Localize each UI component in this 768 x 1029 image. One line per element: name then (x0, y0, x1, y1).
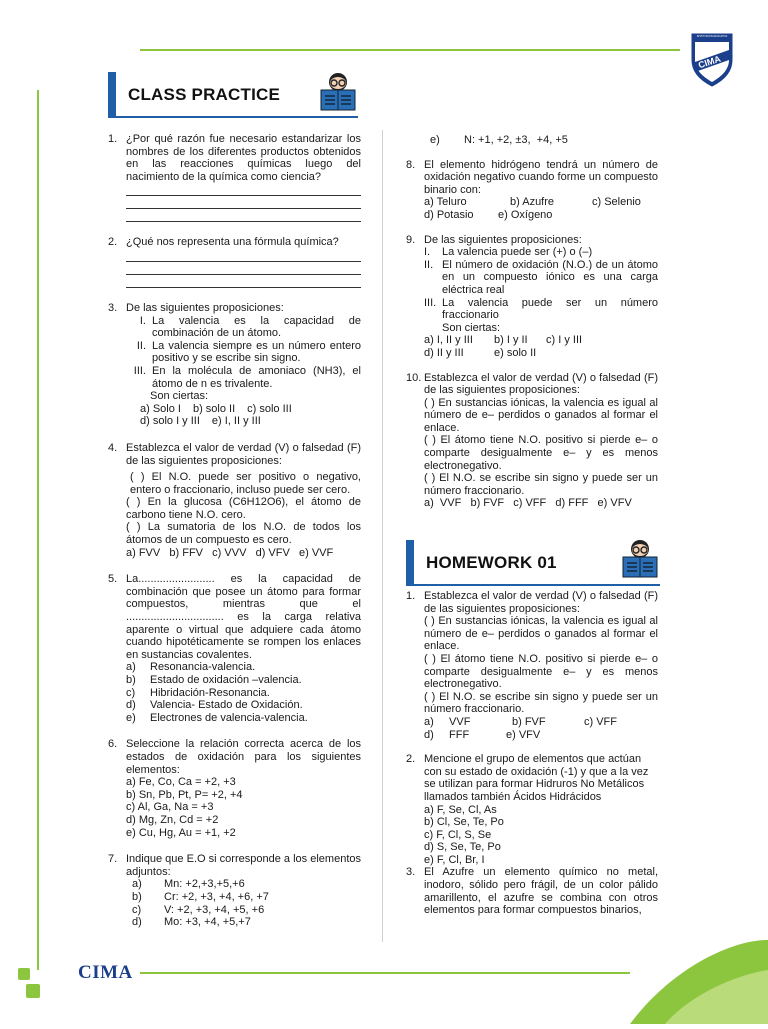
option-e[interactable]: e) F, Cl, Br, I (424, 853, 485, 866)
option-d[interactable]: d) II y III (424, 346, 464, 359)
question-number: 5. (108, 573, 118, 586)
proposition-text: ( ) En la glucosa (C6H12O6), el átomo de carbono tiene N.O. cero. (126, 496, 361, 521)
question-ask: Son ciertas: (442, 321, 501, 334)
option-c[interactable]: c) I y III (546, 334, 583, 347)
answer-line[interactable] (126, 263, 361, 275)
homework-column (406, 590, 658, 927)
option-e[interactable]: e) I, II y III (211, 415, 261, 428)
question-text: ¿Por qué razón fue necesario estandarizar los nombres de los diferentes productos obtenidos en las reacciones químicas luego del nacimiento de la química como ciencia? (126, 133, 361, 183)
proposition-text: ( ) La sumatoria de los N.O. de todos los átomos de un compuesto es cero. (126, 521, 361, 547)
question-text: Seleccione la relación correcta acerca de los estados de oxidación para los siguientes elementos: (126, 738, 361, 776)
question-text: Establezca el valor de verdad (V) o falsedad (F) de las siguientes proposiciones: (126, 441, 361, 467)
proposition-text: El número de oxidación (N.O.) de un átomo en un compuesto iónico es una carga eléctrica real (442, 258, 658, 296)
proposition-text: La valencia siempre es un número entero positivo y se escribe sin signo. (152, 339, 361, 365)
option-letter: d) (132, 916, 142, 929)
roman-numeral: II. (136, 339, 146, 352)
option-a[interactable]: a) VVF (424, 715, 471, 728)
homework-question-2 (406, 753, 658, 866)
option-e[interactable]: e) Oxígeno (498, 208, 553, 221)
option-letter: e) (430, 134, 440, 146)
title-accent-bar (406, 540, 414, 586)
option-d[interactable]: Mo: +3, +4, +5,+7 (164, 916, 251, 929)
option-b[interactable]: b) Sn, Pb, Pt, P= +2, +4 (126, 788, 243, 801)
option-d[interactable]: d) Mg, Zn, Cd = +2 (126, 813, 219, 826)
option-d[interactable]: d) solo I y III (140, 415, 200, 428)
option-e[interactable]: e) solo II (494, 346, 537, 359)
question-3 (108, 302, 361, 428)
question-number: 10. (406, 371, 422, 384)
option-c[interactable]: V: +2, +3, +4, +5, +6 (164, 903, 265, 916)
question-text: Establezca el valor de verdad (V) o falsedad (F) de las siguientes proposiciones: (424, 590, 658, 615)
question-number: 8. (406, 158, 416, 171)
proposition-text: ( ) El átomo tiene N.O. positivo si pierde e– o comparte desigualmente e– y es menos electronegativo. (424, 434, 658, 472)
class-practice-header (108, 72, 280, 118)
option-letter: a) (132, 878, 142, 891)
question-number: 2. (108, 236, 118, 249)
homework-title: HOMEWORK 01 (426, 553, 557, 572)
option-letter: a) (126, 661, 136, 674)
proposition-text: ( ) El N.O. puede ser positivo o negativo, entero o fraccionario, incluso puede ser cero. (130, 471, 361, 496)
option-letter: b) (132, 890, 142, 903)
option-b[interactable]: b) solo II (192, 402, 236, 415)
option-b[interactable]: b) Cl, Se, Te, Po (424, 816, 504, 829)
option-letter: c) (126, 686, 136, 699)
option-e[interactable]: Electrones de valencia-valencia. (150, 711, 308, 724)
option-c[interactable]: c) F, Cl, S, Se (424, 828, 492, 841)
question-6 (108, 738, 361, 839)
cima-shield-logo (688, 30, 736, 88)
option-b[interactable]: Cr: +2, +3, +4, +6, +7 (164, 890, 269, 903)
option-e[interactable]: e) Cu, Hg, Au = +1, +2 (126, 826, 236, 839)
question-2 (108, 236, 361, 288)
top-green-line (140, 49, 680, 51)
question-9 (406, 234, 658, 360)
option-e[interactable]: N: +1, +2, ±3, +4, +5 (464, 134, 568, 146)
option-c[interactable]: c) Al, Ga, Na = +3 (126, 801, 214, 814)
option-a[interactable]: a) Solo I (140, 402, 181, 415)
bottom-left-green-squares (18, 968, 48, 1013)
proposition-text: ( ) En sustancias iónicas, la valencia es igual al número de e– perdidos o ganados al formar el enlace. (424, 615, 658, 653)
question-text: Establezca el valor de verdad (V) o falsedad (F) de las siguientes proposiciones: (424, 371, 658, 397)
question-text: ¿Qué nos representa una fórmula química? (126, 236, 339, 249)
proposition-text: ( ) El N.O. se escribe sin signo y puede ser un número fraccionario. (424, 472, 658, 497)
option-d[interactable]: Valencia- Estado de Oxidación. (150, 699, 303, 712)
option-d[interactable]: d) S, Se, Te, Po (424, 841, 501, 854)
homework-underline (414, 584, 660, 586)
option-d[interactable]: d) FFF (424, 728, 470, 741)
question-number: 7. (108, 853, 118, 866)
roman-numeral: III. (133, 364, 146, 377)
column-divider (382, 130, 383, 942)
option-a[interactable]: a) F, Se, Cl, As (424, 803, 497, 816)
proposition-text: La valencia puede ser (+) o (–) (442, 246, 593, 259)
bottom-green-line (140, 972, 630, 974)
question-number: 2. (406, 753, 416, 766)
question-7 (108, 853, 361, 929)
question-text: El elemento hidrógeno tendrá un número de oxidación negativo cuando forme un compuesto binario con: (424, 158, 658, 196)
answer-options[interactable]: a) VVF b) FVF c) VFF d) FFF e) VFV (424, 497, 632, 510)
question-text: La......................... es la capacidad de combinación que posee un átomo para formar compuestos, mientras que el ................................ es la carga relativa aparente o virtual que adquiere cada átomo cuando hipotéticamente se rompen los enlaces en sustancias covalentes. (126, 573, 361, 661)
question-5 (108, 573, 361, 724)
option-letter: b) (126, 674, 136, 686)
class-practice-title: CLASS PRACTICE (128, 85, 281, 104)
option-b[interactable]: b) FVF (512, 715, 546, 728)
question-text: El Azufre un elemento químico no metal, inodoro, sólido pero frágil, de un color pálido amarillento, el azufre se combina con otros elementos para formar compuestos binarios, (424, 866, 658, 917)
option-a[interactable]: a) Fe, Co, Ca = +2, +3 (126, 776, 236, 789)
question-number: 6. (108, 738, 118, 751)
logo-text: CIMA (697, 53, 722, 71)
question-text: De las siguientes proposiciones: (126, 301, 284, 314)
option-a[interactable]: a) I, II y III (424, 334, 473, 347)
option-c[interactable]: c) VFF (584, 715, 617, 728)
proposition-text: ( ) El átomo tiene N.O. positivo si pierde e– o comparte desigualmente e– y es menos electronegativo. (424, 652, 658, 691)
option-e[interactable]: e) VFV (506, 728, 541, 741)
homework-question-3 (406, 866, 658, 916)
option-letter: d) (126, 699, 136, 712)
option-b[interactable]: b) I y II (494, 334, 528, 347)
proposition-text: La valencia puede ser un número fraccionario (442, 296, 658, 322)
question-7-option-e (406, 134, 658, 147)
option-a[interactable]: Mn: +2,+3,+5,+6 (164, 878, 245, 891)
answer-line[interactable] (126, 184, 361, 196)
roman-numeral: I. (139, 314, 146, 327)
question-number: 9. (406, 233, 416, 246)
option-a[interactable]: Resonancia-valencia. (150, 661, 256, 674)
proposition-text: En la molécula de amoniaco (NH3), el átomo de n es trivalente. (152, 364, 361, 390)
proposition-text: ( ) En sustancias iónicas, la valencia es igual al número de e– perdidos o ganados al formar el enlace. (424, 396, 658, 434)
roman-numeral: I. (424, 246, 431, 259)
question-text: Indique que E.O si corresponde a los elementos adjuntos: (126, 853, 361, 878)
proposition-text: ( ) El N.O. se escribe sin signo y puede ser un número fraccionario. (424, 690, 658, 716)
question-number: 1. (108, 133, 118, 145)
homework-header (406, 540, 557, 586)
answer-line[interactable] (126, 197, 361, 209)
question-number: 3. (108, 301, 118, 314)
answer-line[interactable] (126, 210, 361, 222)
logo-small-text: INSTITUCIÓN EDUCATIVA (696, 35, 728, 38)
title-accent-bar (108, 72, 116, 118)
footer-logo: CIMA (78, 962, 133, 983)
reading-student-icon (318, 70, 358, 117)
homework-question-1 (406, 590, 658, 741)
question-text: Mencione el grupo de elementos que actúan con su estado de oxidación (-1) y que a la vez se utilizan para formar Hidruros No Metálicos llamados también Ácidos Hidrácidos (424, 753, 649, 803)
question-number: 4. (108, 441, 118, 454)
left-column (108, 133, 361, 939)
option-d[interactable]: d) Potasio (424, 208, 474, 221)
reading-student-icon (620, 537, 660, 584)
question-text: De las siguientes proposiciones: (424, 233, 582, 246)
option-c[interactable]: c) solo III (247, 402, 292, 415)
left-green-line (37, 90, 39, 970)
roman-numeral: II. (424, 258, 434, 271)
question-number: 3. (406, 866, 416, 879)
question-number: 1. (406, 590, 416, 602)
answer-line[interactable] (126, 276, 361, 288)
proposition-text: La valencia es la capacidad de combinación de un átomo. (152, 314, 361, 340)
option-letter: e) (126, 711, 136, 724)
roman-numeral: III. (424, 296, 437, 309)
option-letter: c) (132, 903, 142, 916)
option-b[interactable]: b) Azufre (510, 196, 555, 209)
option-a[interactable]: a) Teluro (424, 196, 467, 209)
question-ask: Son ciertas: (150, 390, 209, 403)
option-c[interactable]: Hibridación-Resonancia. (150, 686, 270, 699)
question-8 (406, 159, 658, 222)
question-1 (108, 133, 361, 222)
option-b[interactable]: Estado de oxidación –valencia. (150, 674, 302, 686)
answer-options[interactable]: a) FVV b) FFV c) VVV d) VFV e) VVF (126, 546, 334, 559)
option-c[interactable]: c) Selenio (592, 196, 641, 209)
answer-line[interactable] (126, 250, 361, 262)
question-10 (406, 372, 658, 511)
right-column (406, 134, 658, 520)
question-4 (108, 442, 361, 559)
